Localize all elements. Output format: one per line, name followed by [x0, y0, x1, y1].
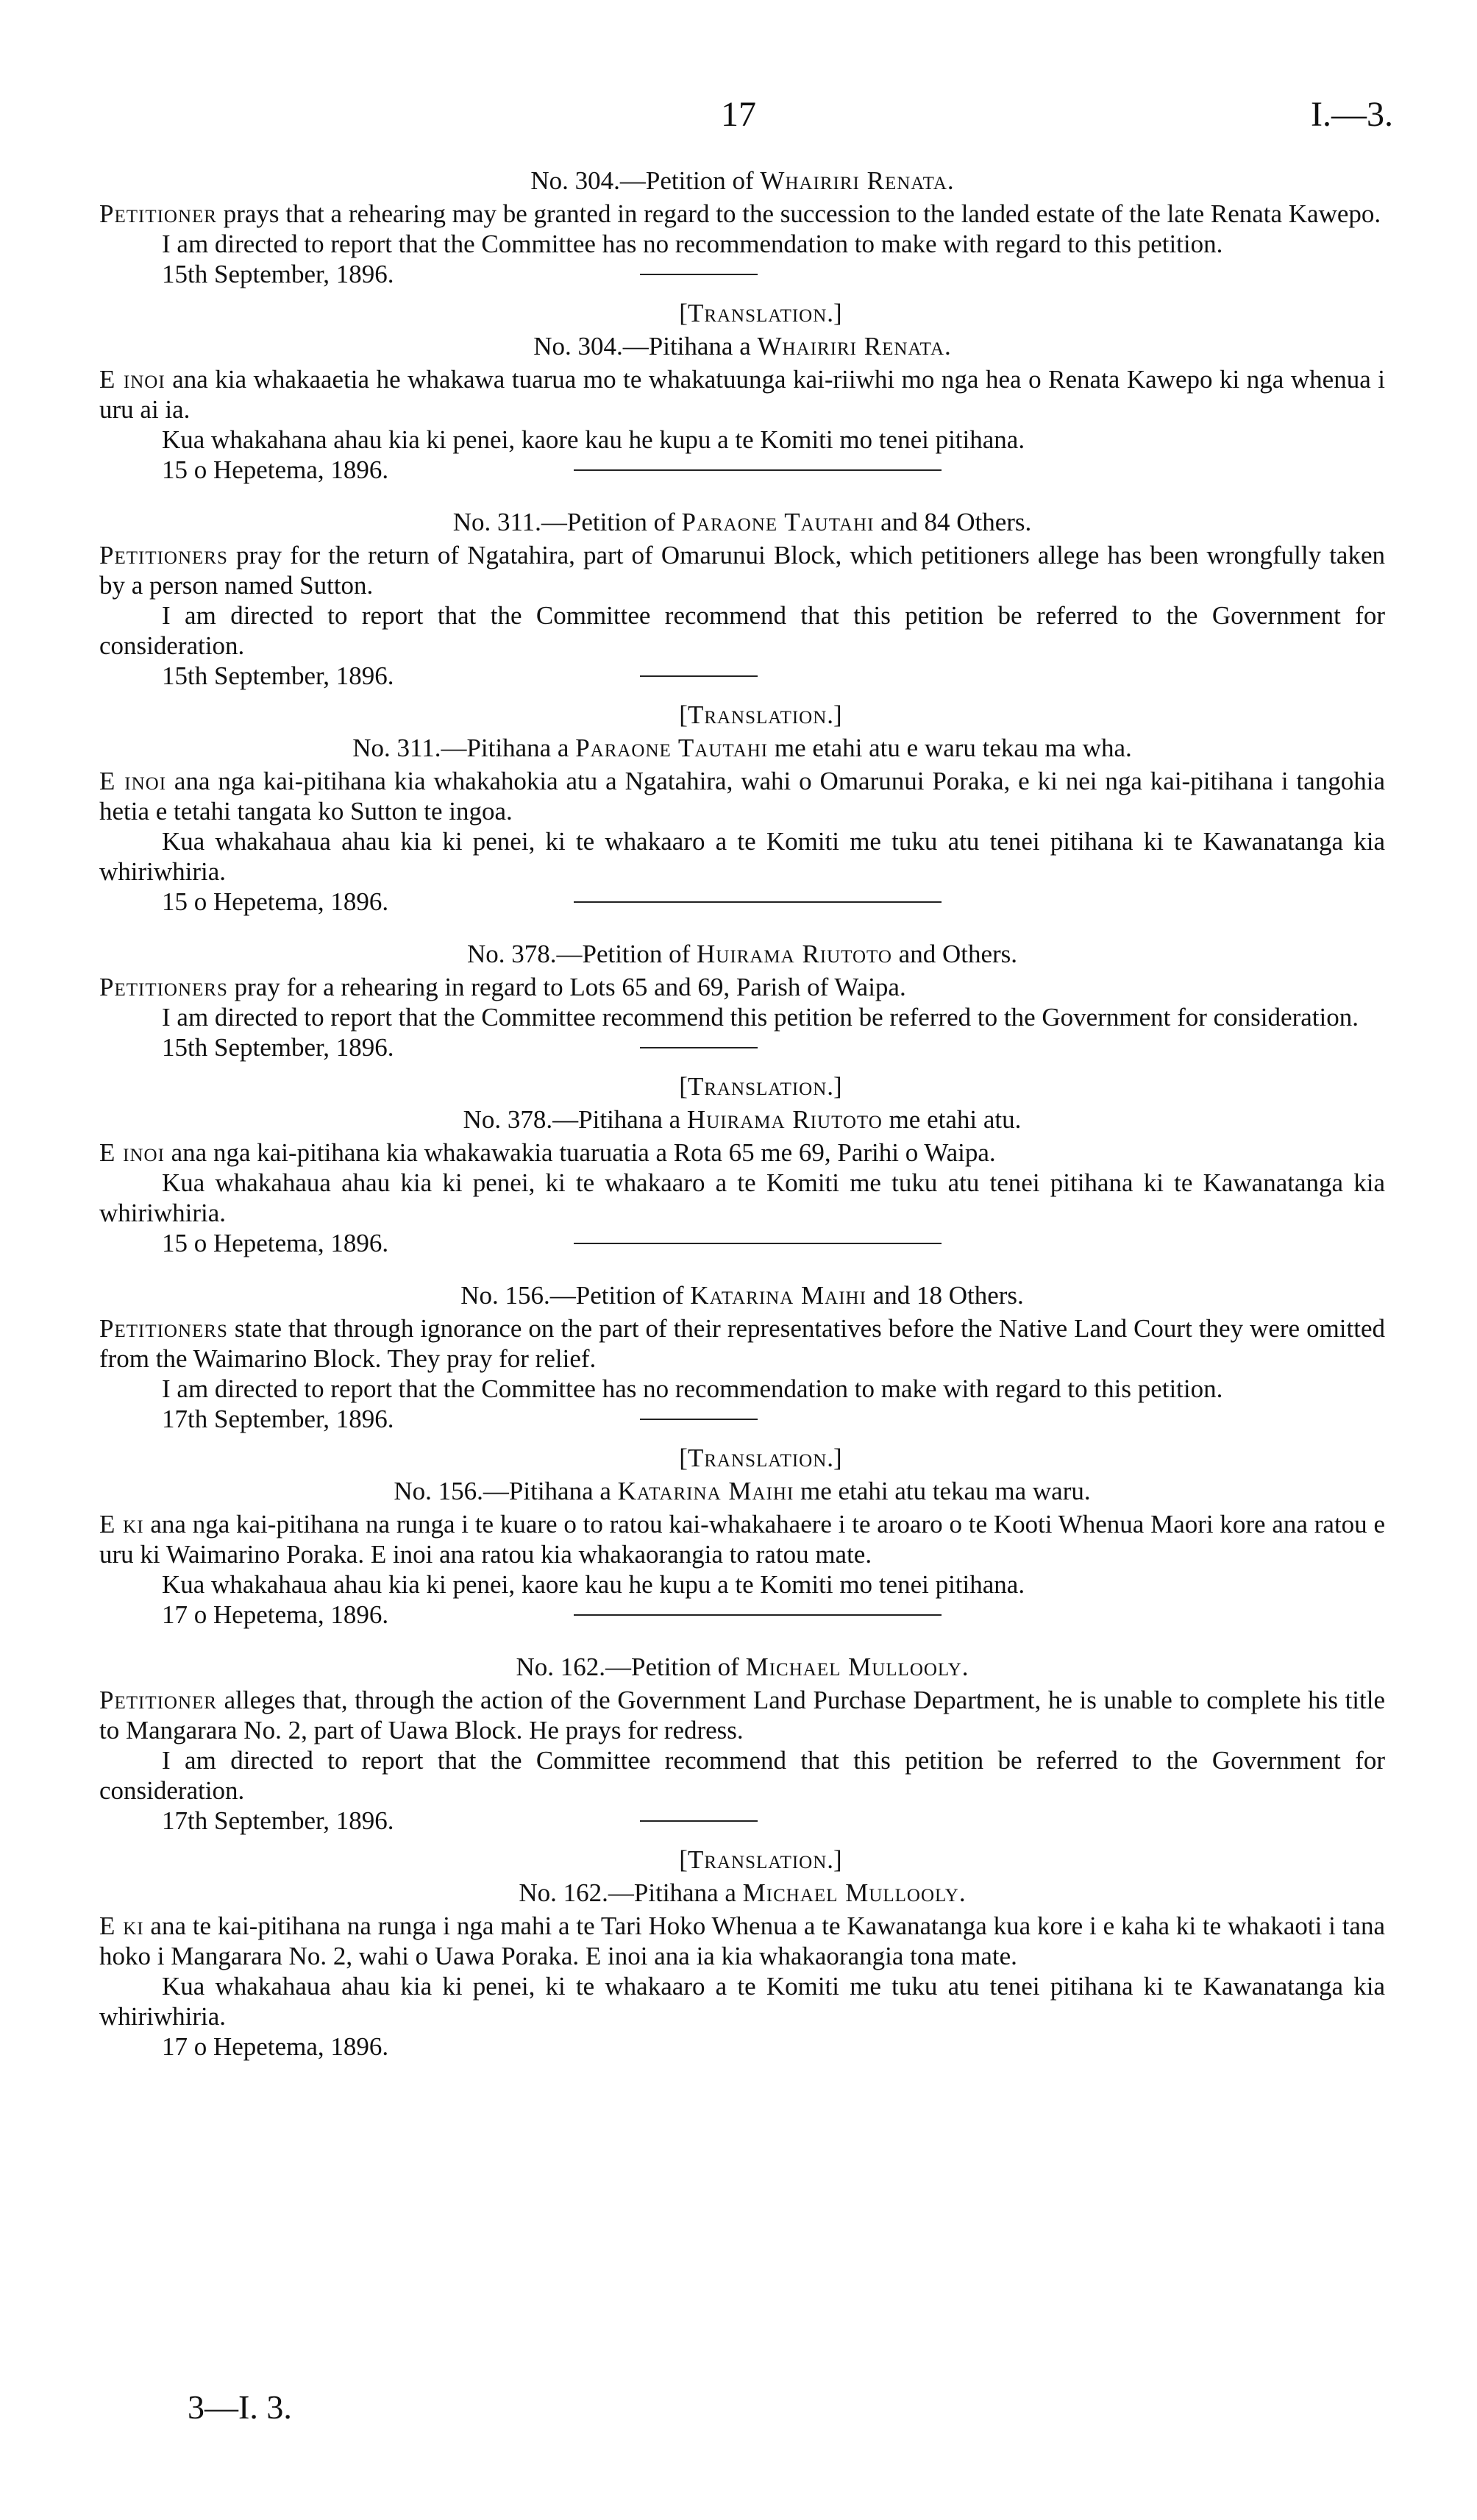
translation-title: No. 156.—Pitihana a Katarina Maihi me etahi atu tekau ma waru. — [394, 1477, 1091, 1505]
divider — [640, 1047, 758, 1048]
petitioner-name: Whairiri Renata — [760, 166, 947, 195]
divider — [640, 1419, 758, 1420]
petition-body: Petitioner prays that a rehearing may be granted in regard to the succession to the landed estate of the late Renata Kawepo. — [99, 199, 1381, 228]
divider — [574, 1614, 942, 1616]
translation-date: 15 o Hepetema, 1896. — [162, 455, 389, 484]
petition-list — [99, 166, 1385, 2084]
translation-label: [Translation.] — [679, 1845, 842, 1874]
translation-date: 17 o Hepetema, 1896. — [162, 2032, 389, 2061]
translation-label: [Translation.] — [679, 1444, 842, 1472]
committee-report: I am directed to report that the Committee has no recommendation to make with regard to this petition. — [162, 230, 1223, 258]
petition-title: No. 311.—Petition of Paraone Tautahi and 84 Others. — [452, 508, 1032, 536]
page-number: 17 — [721, 95, 756, 134]
petitioner-name: Katarina Maihi — [617, 1477, 794, 1505]
petition-body: Petitioners pray for the return of Ngatahira, part of Omarunui Block, which petitioners allege has been wrongfully taken by a person named Sutton. — [99, 541, 1385, 600]
petition-section — [99, 1652, 1385, 2062]
translation-dateline — [99, 1600, 1385, 1630]
report-date: 17th September, 1896. — [162, 1405, 394, 1433]
petition-body: Petitioners state that through ignorance on the part of their representatives before the Native Land Court they were omitted from the Waimarino Block. They pray for relief. — [99, 1314, 1385, 1373]
report-dateline — [99, 259, 1385, 289]
petition-title: No. 378.—Petition of Huirama Riutoto and Others. — [466, 940, 1018, 968]
translation-date: 15 o Hepetema, 1896. — [162, 1229, 389, 1257]
translation-date: 17 o Hepetema, 1896. — [162, 1600, 389, 1629]
translation-report: Kua whakahaua ahau kia ki penei, kaore kau he kupu a te Komiti mo tenei pitihana. — [162, 1570, 1025, 1599]
translation-body: E inoi ana nga kai-pitihana kia whakawakia tuaruatia a Rota 65 me 69, Parihi o Waipa. — [99, 1138, 996, 1167]
signature-mark: 3—I. 3. — [188, 2388, 292, 2426]
translation-label: [Translation.] — [679, 1072, 842, 1101]
report-date: 15th September, 1896. — [162, 1033, 394, 1062]
report-date: 17th September, 1896. — [162, 1806, 394, 1835]
translation-title: No. 378.—Pitihana a Huirama Riutoto me etahi atu. — [463, 1105, 1022, 1134]
petition-body: Petitioner alleges that, through the action of the Government Land Purchase Department, he is unable to complete his title to Mangarara No. 2, part of Uawa Block. He prays for redress. — [99, 1686, 1385, 1745]
petition-section — [99, 507, 1385, 917]
translation-title: No. 162.—Pitihana a Michael Mullooly. — [519, 1878, 966, 1907]
translation-body: E inoi ana kia whakaaetia he whakawa tuarua mo te whakatuunga kai-riiwhi mo nga hea o Renata Kawepo ki nga whenua i uru ai ia. — [99, 365, 1385, 424]
committee-report: I am directed to report that the Committee recommend this petition be referred to the Government for consideration. — [162, 1003, 1359, 1032]
committee-report: I am directed to report that the Committee recommend that this petition be referred to the Government for consideration. — [99, 601, 1385, 660]
translation-report: Kua whakahaua ahau kia ki penei, ki te whakaaro a te Komiti me tuku atu tenei pitihana ki te Kawanatanga kia whiriwhiria. — [99, 1972, 1385, 2031]
divider — [640, 1820, 758, 1822]
translation-dateline — [99, 887, 1385, 917]
petitioner-name: Michael Mullooly — [745, 1653, 962, 1681]
petitioner-name: Paraone Tautahi — [575, 734, 769, 762]
petitioner-name: Michael Mullooly — [742, 1878, 959, 1907]
divider — [574, 469, 942, 471]
petitioner-name: Whairiri Renata — [757, 332, 945, 361]
petition-title: No. 156.—Petition of Katarina Maihi and 18 Others. — [460, 1281, 1024, 1310]
petition-section — [99, 939, 1385, 1258]
translation-body: E ki ana nga kai-pitihana na runga i te kuare o to ratou kai-whakahaere i te aroaro o te Kooti Whenua Maori kore ana ratou e uru ki Waimarino Poraka. E inoi ana ratou kia whakaorangia to ratou mate. — [99, 1510, 1385, 1569]
report-dateline — [99, 661, 1385, 691]
petition-body: Petitioners pray for a rehearing in regard to Lots 65 and 69, Parish of Waipa. — [99, 973, 906, 1001]
petition-title: No. 162.—Petition of Michael Mullooly. — [516, 1653, 969, 1681]
petitioner-name: Huirama Riutoto — [697, 940, 892, 968]
translation-body: E ki ana te kai-pitihana na runga i nga mahi a te Tari Hoko Whenua a te Kawanatanga kua kore i e kaha ki te whakaoti i tana hoko i Mangarara No. 2, wahi o Uawa Poraka. E inoi ana ia kia whakaorangia tona mate. — [99, 1912, 1385, 1970]
petition-section — [99, 166, 1385, 485]
translation-report: Kua whakahaua ahau kia ki penei, ki te whakaaro a te Komiti me tuku atu tenei pitihana ki te Kawanatanga kia whiriwhiria. — [99, 827, 1385, 886]
report-date: 15th September, 1896. — [162, 661, 394, 690]
translation-title: No. 311.—Pitihana a Paraone Tautahi me etahi atu e waru tekau ma wha. — [352, 734, 1132, 762]
document-reference: I.—3. — [1311, 95, 1393, 134]
petitioner-name: Katarina Maihi — [690, 1281, 866, 1310]
translation-report: Kua whakahana ahau kia ki penei, kaore kau he kupu a te Komiti mo tenei pitihana. — [162, 425, 1025, 454]
committee-report: I am directed to report that the Committee recommend that this petition be referred to the Government for consideration. — [99, 1746, 1385, 1805]
translation-label: [Translation.] — [679, 700, 842, 729]
translation-report: Kua whakahaua ahau kia ki penei, ki te whakaaro a te Komiti me tuku atu tenei pitihana ki te Kawanatanga kia whiriwhiria. — [99, 1168, 1385, 1227]
report-dateline — [99, 1032, 1385, 1062]
report-dateline — [99, 1404, 1385, 1434]
petition-title: No. 304.—Petition of Whairiri Renata. — [530, 166, 954, 195]
divider — [640, 675, 758, 677]
report-dateline — [99, 1806, 1385, 1836]
translation-body: E inoi ana nga kai-pitihana kia whakahokia atu a Ngatahira, wahi o Omarunui Poraka, e ki nei nga kai-pitihana i tangohia hetia e tetahi tangata ko Sutton te ingoa. — [99, 767, 1385, 826]
petitioner-name: Huirama Riutoto — [686, 1105, 883, 1134]
translation-title: No. 304.—Pitihana a Whairiri Renata. — [533, 332, 951, 361]
committee-report: I am directed to report that the Committee has no recommendation to make with regard to this petition. — [162, 1374, 1223, 1403]
petition-section — [99, 1280, 1385, 1630]
translation-label: [Translation.] — [679, 299, 842, 327]
divider — [574, 901, 942, 903]
translation-dateline — [99, 455, 1385, 485]
translation-dateline — [99, 1228, 1385, 1258]
translation-date: 15 o Hepetema, 1896. — [162, 887, 389, 916]
translation-dateline — [99, 2031, 1385, 2062]
report-date: 15th September, 1896. — [162, 260, 394, 288]
divider — [574, 1243, 942, 1244]
petitioner-name: Paraone Tautahi — [681, 508, 875, 536]
divider — [640, 274, 758, 275]
